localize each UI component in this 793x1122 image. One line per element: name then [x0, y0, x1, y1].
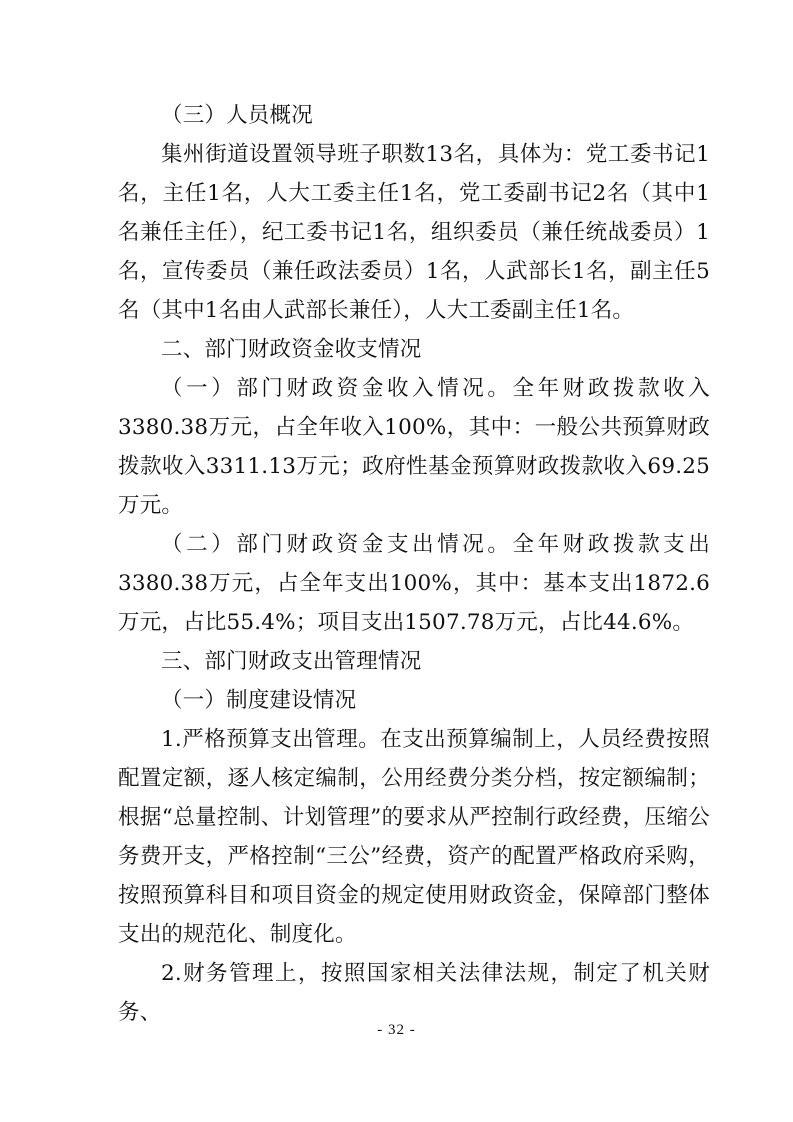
section-heading-personnel: （三）人员概况 — [161, 103, 313, 128]
section-heading-expenditure-management: 三、部门财政支出管理情况 — [161, 649, 422, 674]
paragraph-financial-management: 2.财务管理上，按照国家相关法律法规，制定了机关财务、 — [118, 961, 710, 1025]
paragraph-budget-management: 1.严格预算支出管理。在支出预算编制上，人员经费按照配置定额，逐人核定编制，公用经费分类分档，按定额编制；根据“总量控制、计划管理”的要求从严控制行政经费，压缩公务费开支，严格控制“三公”经费，资产的配置严格政府采购，按照预算科目和项目资金的规定使用财政资金，保障部门整体支出的规范化、制度化。 — [118, 727, 710, 947]
section-heading-fund-revenue-expenditure: 二、部门财政资金收支情况 — [161, 337, 422, 362]
paragraph-fund-expenditure: （二）部门财政资金支出情况。全年财政拨款支出3380.38万元，占全年支出100%，其中：基本支出1872.6万元，占比55.4%；项目支出1507.78万元，占比44.6%。 — [118, 532, 710, 635]
page-number: - 32 - — [377, 1022, 416, 1038]
document-page — [118, 96, 710, 1076]
subsection-heading-system-building: （一）制度建设情况 — [161, 688, 357, 713]
paragraph-fund-income: （一）部门财政资金收入情况。全年财政拨款收入3380.38万元，占全年收入100%，其中：一般公共预算财政拨款收入3311.13万元；政府性基金预算财政拨款收入69.25 万元。 — [118, 376, 710, 518]
paragraph-personnel-details: 集州街道设置领导班子职数13名，具体为：党工委书记1名，主任1名，人大工委主任1名，党工委副书记2名（其中1名兼任主任），纪工委书记1名，组织委员（兼任统战委员）1名，宣传委员（兼任政法委员）1名，人武部长1名，副主任5名（其中1名由人武部长兼任），人大工委副主任1名。 — [118, 142, 710, 323]
